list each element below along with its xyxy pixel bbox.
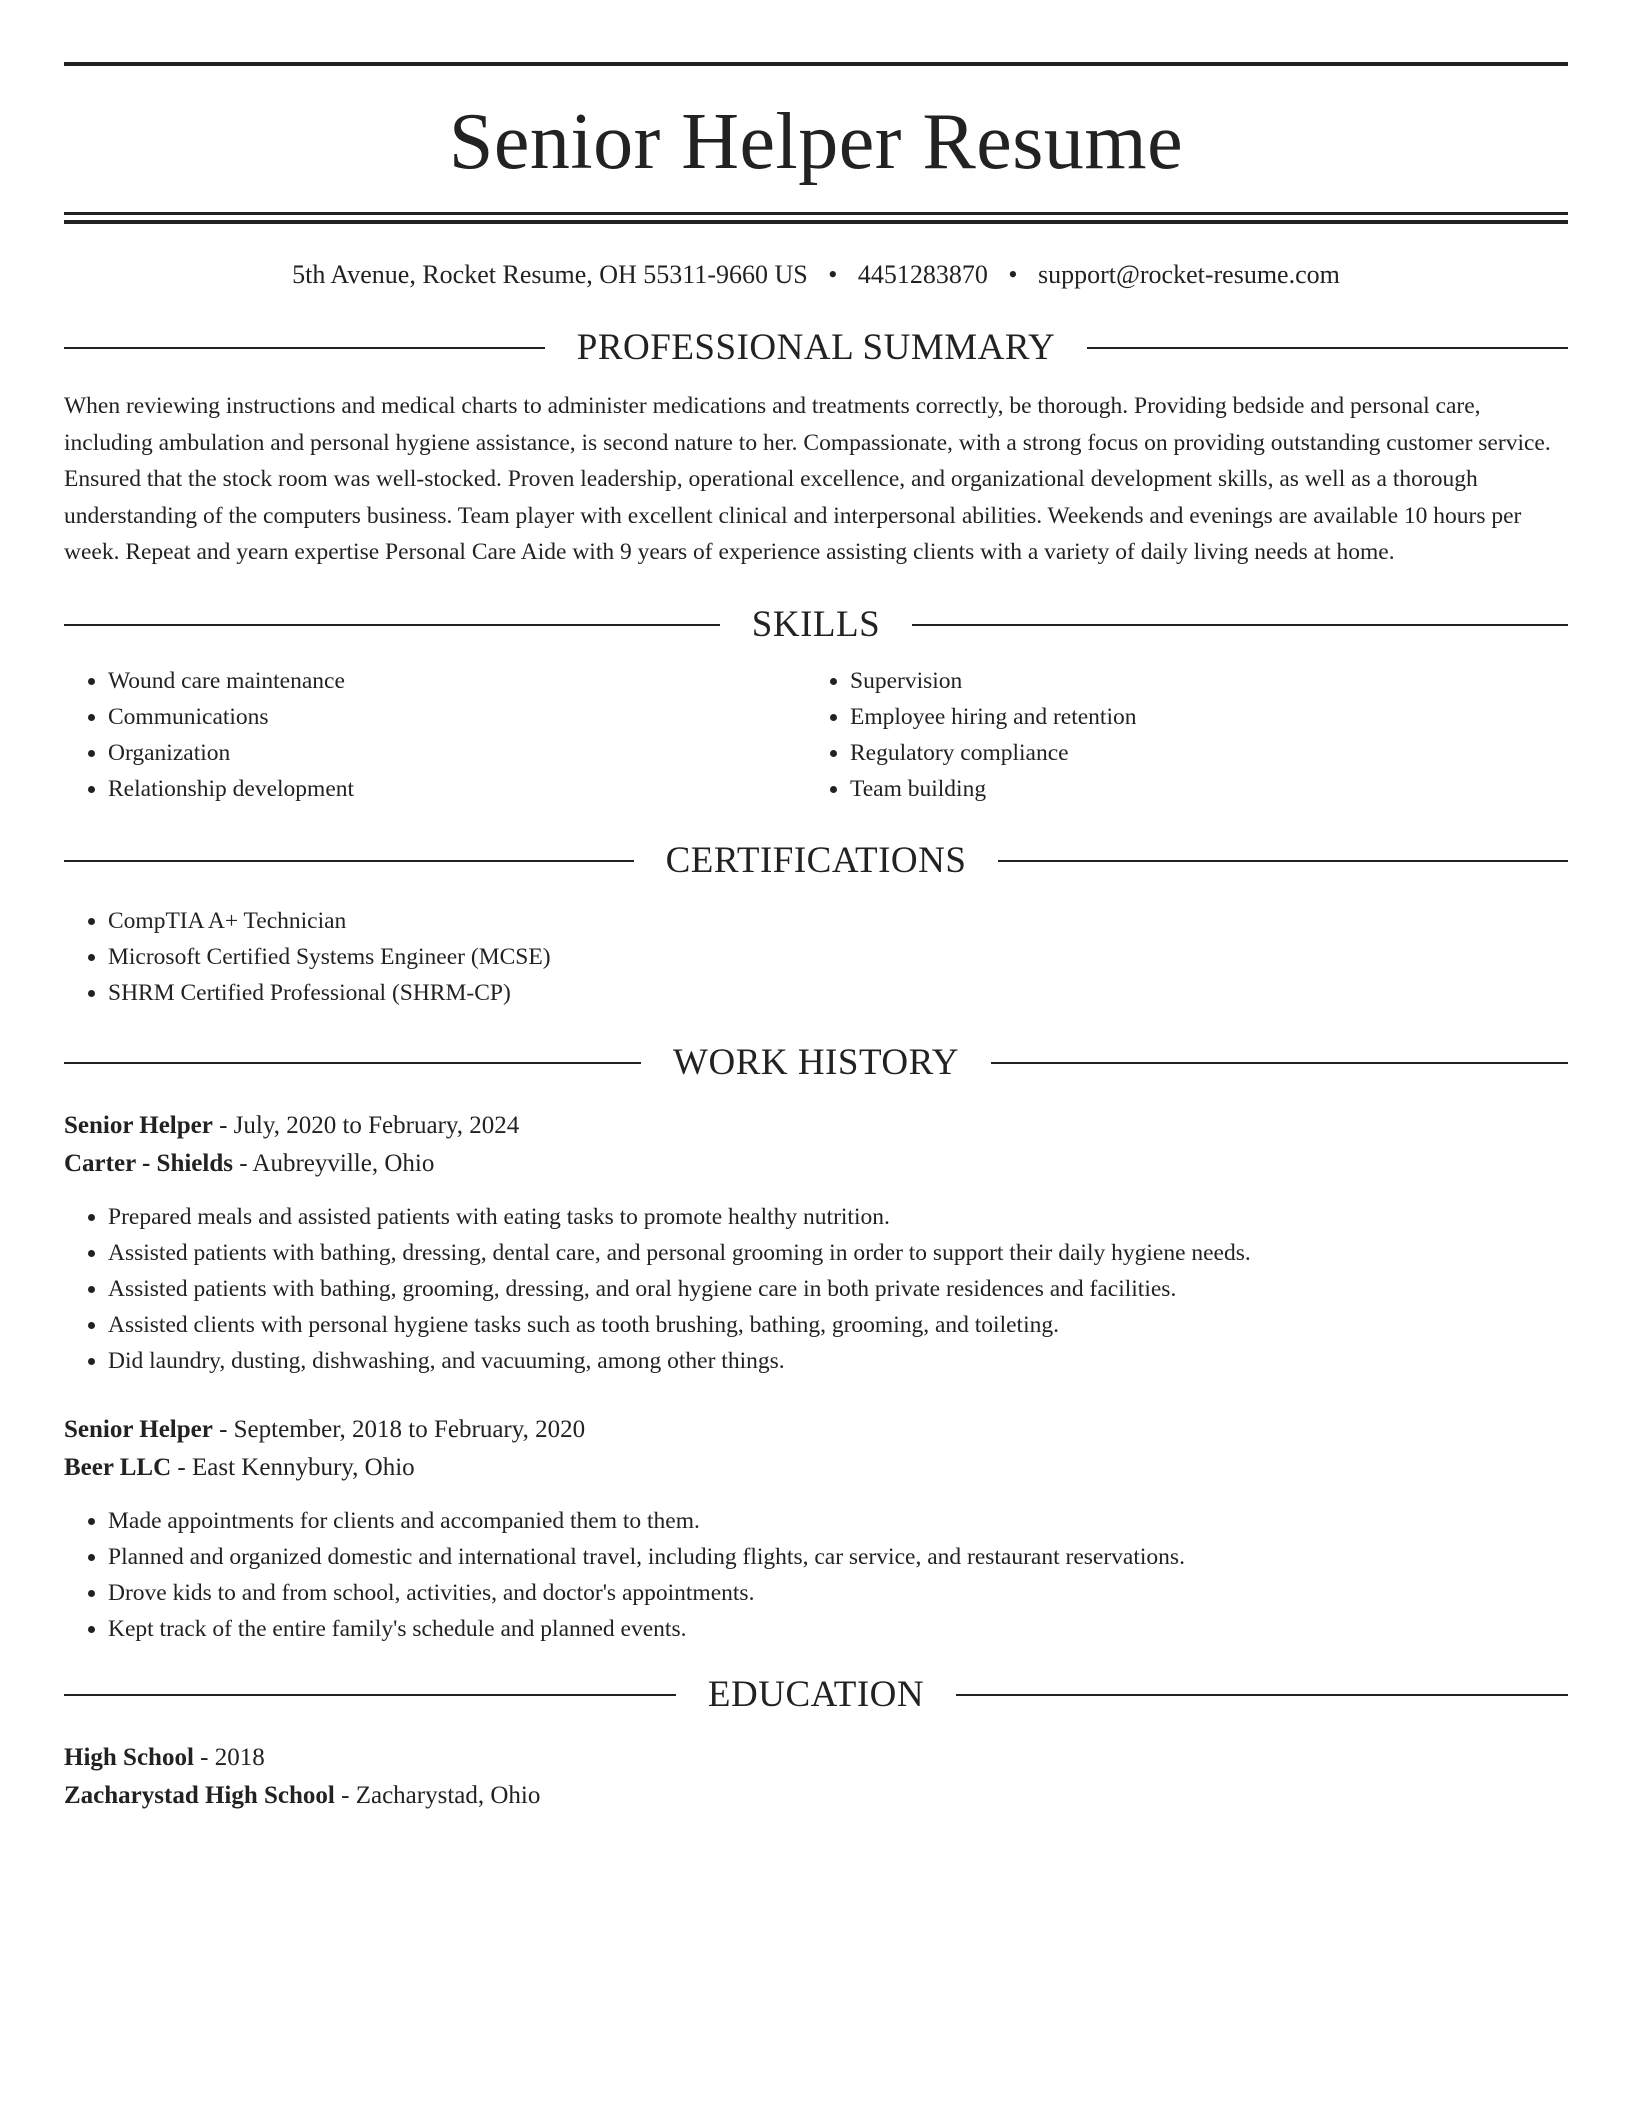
top-rule: [64, 62, 1568, 66]
resume-title: Senior Helper Resume: [448, 98, 1184, 186]
section-heading-summary: [64, 328, 1568, 368]
skills-list-right: [806, 663, 1548, 807]
job-company-line: [64, 1145, 1568, 1183]
job-bullet: • Did laundry, dusting, dishwashing, and vacuuming, among other things.: [108, 1343, 1568, 1379]
heading-rule: [991, 1062, 1568, 1064]
job-bullet: • Assisted patients with bathing, dressing, dental care, and personal grooming in order to support their daily hygiene needs.: [108, 1235, 1568, 1271]
certification-item: • Microsoft Certified Systems Engineer (MCSE): [108, 939, 1568, 975]
job-role: Senior Helper: [64, 1111, 213, 1139]
job-company: Beer LLC: [64, 1453, 172, 1481]
job-dates: - September, 2018 to February, 2020: [212, 1415, 586, 1443]
heading-rule: [64, 1062, 641, 1064]
section-title: SKILLS: [751, 603, 881, 645]
job-bullet: • Made appointments for clients and accompanied them to them.: [108, 1503, 1568, 1539]
heading-rule: [64, 1694, 676, 1696]
job-entry: [64, 1411, 1568, 1647]
heading-rule: [912, 624, 1568, 626]
job-bullet: • Assisted clients with personal hygiene tasks such as tooth brushing, bathing, grooming, and toileting.: [108, 1307, 1568, 1343]
contact-phone: 4451283870: [857, 260, 988, 289]
section-title: EDUCATION: [707, 1673, 925, 1715]
education-location: - Zacharystad, Ohio: [334, 1781, 541, 1809]
contact-separator: •: [828, 260, 838, 289]
skill-item: • Organization: [108, 735, 806, 771]
heading-rule: [956, 1694, 1568, 1696]
contact-email: support@rocket-resume.com: [1037, 260, 1340, 289]
skill-item: • Employee hiring and retention: [850, 699, 1548, 735]
skill-item: • Wound care maintenance: [108, 663, 806, 699]
summary-text: When reviewing instructions and medical charts to administer medications and treatments correctly, be thorough. Providing bedside and personal care, including ambulation and personal hygiene assistance, is second nature to her. Compassionate, with a strong focus on providing outstanding customer service. Ensured that the stock room was well-stocked. Proven leadership, operational excellence, and organizational development skills, as well as a thorough understanding of the computers business. Team player with excellent clinical and interpersonal abilities. Weekends and evenings are available 10 hours per week. Repeat and yearn expertise Personal Care Aide with 9 years of experience assisting clients with a variety of daily living needs at home.: [64, 393, 1551, 565]
double-rule: [64, 212, 1568, 224]
section-title: CERTIFICATIONS: [665, 839, 967, 881]
contact-address: 5th Avenue, Rocket Resume, OH 55311-9660 US: [292, 260, 808, 289]
job-bullets: [64, 1199, 1568, 1379]
heading-rule: [998, 860, 1568, 862]
job-bullet: • Kept track of the entire family's schedule and planned events.: [108, 1611, 1568, 1647]
education-degree-line: [64, 1739, 1568, 1777]
heading-rule: [64, 860, 634, 862]
job-role-line: [64, 1107, 1568, 1145]
job-bullet: • Drove kids to and from school, activities, and doctor's appointments.: [108, 1575, 1568, 1611]
education-entry: [64, 1739, 1568, 1815]
skill-item: • Communications: [108, 699, 806, 735]
skill-item: • Regulatory compliance: [850, 735, 1548, 771]
section-title: WORK HISTORY: [673, 1041, 959, 1083]
job-bullet: • Planned and organized domestic and international travel, including flights, car service, and restaurant reservations.: [108, 1539, 1568, 1575]
job-role-line: [64, 1411, 1568, 1449]
contact-line: [64, 260, 1568, 290]
heading-rule: [64, 624, 720, 626]
resume-page: [64, 62, 1568, 1815]
job-location: - East Kennybury, Ohio: [171, 1453, 415, 1481]
section-heading-education: [64, 1675, 1568, 1715]
job-entry: [64, 1107, 1568, 1379]
skill-item: • Relationship development: [108, 771, 806, 807]
section-heading-skills: [64, 605, 1568, 645]
education-school-line: [64, 1777, 1568, 1815]
job-role: Senior Helper: [64, 1415, 213, 1443]
section-heading-work-history: [64, 1043, 1568, 1083]
education-year: - 2018: [193, 1743, 265, 1771]
certifications-list: [64, 903, 1568, 1011]
certification-item: • CompTIA A+ Technician: [108, 903, 1568, 939]
education-school: Zacharystad High School: [64, 1781, 335, 1809]
section-heading-certifications: [64, 841, 1568, 881]
contact-separator: •: [1008, 260, 1018, 289]
skill-item: • Team building: [850, 771, 1548, 807]
education-degree: High School: [64, 1743, 194, 1771]
job-bullet: • Assisted patients with bathing, grooming, dressing, and oral hygiene care in both private residences and facilities.: [108, 1271, 1568, 1307]
job-bullets: [64, 1503, 1568, 1647]
job-location: - Aubreyville, Ohio: [232, 1149, 435, 1177]
job-dates: - July, 2020 to February, 2024: [212, 1111, 520, 1139]
job-bullet: • Prepared meals and assisted patients with eating tasks to promote healthy nutrition.: [108, 1199, 1568, 1235]
skills-list-left: [64, 663, 806, 807]
job-company-line: [64, 1449, 1568, 1487]
heading-rule: [64, 347, 545, 349]
heading-rule: [1087, 347, 1568, 349]
skills-columns: [64, 663, 1568, 807]
section-title: PROFESSIONAL SUMMARY: [576, 327, 1056, 368]
skill-item: • Supervision: [850, 663, 1548, 699]
certification-item: • SHRM Certified Professional (SHRM-CP): [108, 975, 1568, 1011]
job-company: Carter - Shields: [64, 1149, 233, 1177]
